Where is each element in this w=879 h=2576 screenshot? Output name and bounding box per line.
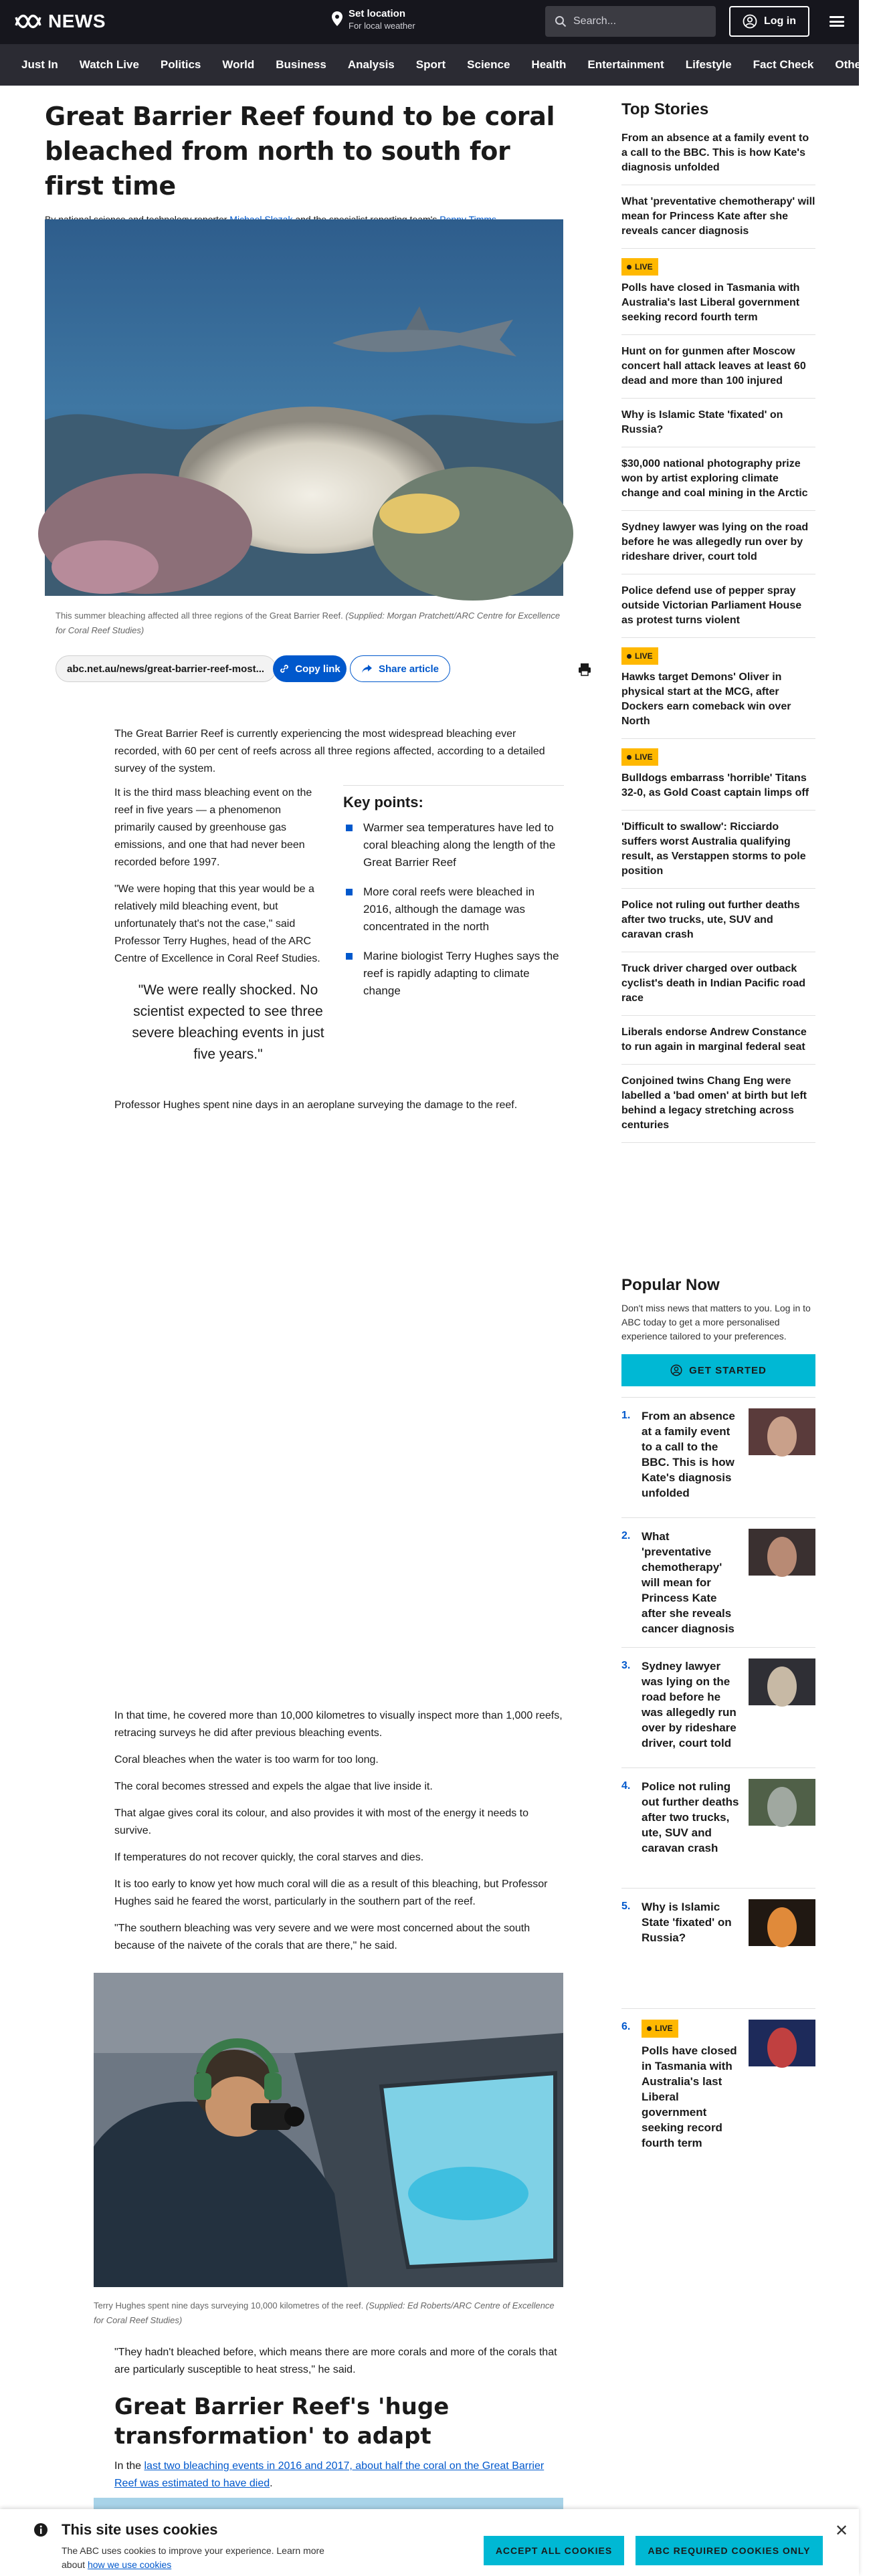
nav-health[interactable]: Health xyxy=(531,58,567,71)
top-story-title: Liberals endorse Andrew Constance to run again in marginal federal seat xyxy=(621,1027,807,1053)
hamburger-menu-icon[interactable] xyxy=(829,14,844,29)
nav-entertainment[interactable]: Entertainment xyxy=(587,58,664,71)
popular-thumbnail xyxy=(749,1779,815,1826)
paragraph-9: If temperatures do not recover quickly, the coral starves and dies. xyxy=(114,1852,424,1863)
paragraph-8: That algae gives coral its colour, and also provides it with most of the energy it needs to survive. xyxy=(114,1808,528,1836)
top-story-title: Truck driver charged over outback cyclist's death in Indian Pacific road race xyxy=(621,963,805,1004)
photo2-caption-text: Terry Hughes spent nine days surveying 10,000 kilometres of the reef. xyxy=(94,2300,364,2311)
share-icon xyxy=(361,663,373,674)
top-story-item[interactable] xyxy=(621,739,815,811)
nav-watch-live[interactable]: Watch Live xyxy=(79,58,139,71)
popular-rank: 3. xyxy=(621,1660,631,1671)
popular-item[interactable] xyxy=(621,2008,815,2161)
required-cookies-only-button[interactable]: ABC REQUIRED COOKIES ONLY xyxy=(636,2536,823,2565)
user-icon xyxy=(743,14,757,29)
top-story-title: 'Difficult to swallow': Ricciardo suffers worst Australia qualifying result, as Verstappen storms to pole position xyxy=(621,821,806,877)
cookie-text: The ABC uses cookies to improve your experience. Learn more about how we use cookies xyxy=(62,2545,324,2570)
nav-business[interactable]: Business xyxy=(276,58,326,71)
top-story-title: $30,000 national photography prize won by artist exploring climate change and coal mining in the Arctic xyxy=(621,458,808,499)
popular-title: Why is Islamic State 'fixated' on Russia? xyxy=(642,1901,732,1944)
paragraph-3: "We were hoping that this year would be a relatively mild bleaching event, but unfortunately that's not the case," said Professor Terry Hughes, head of the ARC Centre of Excellence in Coral Reef Studies. xyxy=(114,883,320,964)
nav-sport[interactable]: Sport xyxy=(415,58,446,71)
top-story-item[interactable] xyxy=(621,249,815,335)
login-button[interactable] xyxy=(729,6,809,37)
paragraph-12: "They hadn't bleached before, which means there are more corals and more of the corals that are particularly susceptible to heat stress," he said. xyxy=(114,2347,557,2375)
article-body-intro xyxy=(114,726,563,778)
top-story-title: Bulldogs embarrass 'horrible' Titans 32-0, as Gold Coast captain limps off xyxy=(621,772,809,798)
cookie-policy-link[interactable]: how we use cookies xyxy=(87,2559,172,2570)
accept-all-cookies-button[interactable]: ACCEPT ALL COOKIES xyxy=(484,2536,624,2565)
top-stories-title: Top Stories xyxy=(621,100,709,118)
top-story-item[interactable] xyxy=(621,185,815,249)
paragraph-5: In that time, he covered more than 10,000 kilometres to visually inspect more than 1,000 reefs, retracing surveys he did after previous bleaching events. xyxy=(114,1710,563,1739)
cookie-title: This site uses cookies xyxy=(62,2521,218,2538)
live-badge: LIVE xyxy=(621,748,658,766)
top-story-title: Police defend use of pepper spray outside Victorian Parliament House as protest turns violent xyxy=(621,585,802,626)
paragraph-2: It is the third mass bleaching event on the reef in five years — a phenomenon primarily caused by greenhouse gas emissions, and one that had never been recorded before 1997. xyxy=(114,787,312,868)
top-stories-sidebar xyxy=(621,100,815,1143)
top-story-title: Why is Islamic State 'fixated' on Russia? xyxy=(621,409,783,435)
paragraph-7: The coral becomes stressed and expels the algae that live inside it. xyxy=(114,1781,433,1792)
popular-thumbnail xyxy=(749,1899,815,1946)
top-bar xyxy=(0,0,859,44)
popular-thumbnail xyxy=(749,1408,815,1455)
paragraph-10: It is too early to know yet how much coral will die as a result of this bleaching, but Professor Hughes said he feared the worst, particularly in the southern part of the reef. xyxy=(114,1879,548,1907)
photo2-caption xyxy=(94,2298,562,2328)
nav-world[interactable]: World xyxy=(222,58,255,71)
hero-caption-text: This summer bleaching affected all three regions of the Great Barrier Reef. xyxy=(56,611,343,621)
popular-now-title: Popular Now xyxy=(621,1276,720,1294)
article-body-para4 xyxy=(114,1097,563,1114)
article-body-middle xyxy=(114,1707,563,1955)
top-story-title: Conjoined twins Chang Eng were labelled a 'bad omen' at birth but left behind a legacy stretching across centuries xyxy=(621,1075,807,1131)
popular-description: Don't miss news that matters to you. Log in to ABC today to get a more personalised experience tailored to your preferences. xyxy=(621,1303,811,1341)
popular-title-block xyxy=(642,1899,742,1945)
hero-credit: (Supplied: Morgan Pratchett/ARC Centre for Excellence for Coral Reef Studies) xyxy=(56,611,561,635)
popular-rank: 6. xyxy=(621,2021,631,2032)
top-story-item[interactable] xyxy=(621,574,815,638)
location-pin-icon xyxy=(331,11,343,27)
top-story-title: Sydney lawyer was lying on the road before he was allegedly run over by rideshare driver, court told xyxy=(621,522,809,562)
share-article-label: Share article xyxy=(378,663,440,675)
article-subheading: Great Barrier Reef's 'huge transformation' to adapt xyxy=(114,2393,450,2450)
nav-fact-check[interactable]: Fact Check xyxy=(753,58,814,71)
nav-politics[interactable]: Politics xyxy=(160,58,201,71)
get-started-label: GET STARTED xyxy=(689,1364,767,1376)
key-points-title: Key points: xyxy=(343,794,423,811)
bleaching-events-link[interactable]: last two bleaching events in 2016 and 2017, about half the coral on the Great Barrier Reef was estimated to have died xyxy=(114,2460,545,2489)
live-badge: LIVE xyxy=(621,258,658,276)
hero-caption xyxy=(56,609,564,638)
popular-item[interactable] xyxy=(621,1647,815,1767)
search-input[interactable] xyxy=(545,6,716,37)
login-label: Log in xyxy=(764,15,796,27)
top-story-item[interactable] xyxy=(621,511,815,574)
nav-other[interactable]: Other xyxy=(835,58,866,71)
top-story-title: From an absence at a family event to a call to the BBC. This is how Kate's diagnosis unfolded xyxy=(621,132,809,173)
popular-rank: 1. xyxy=(621,1410,631,1421)
article-header xyxy=(45,99,563,239)
popular-title: Police not ruling out further deaths after two trucks, ute, SUV and caravan crash xyxy=(642,1780,739,1854)
popular-rank: 5. xyxy=(621,1901,631,1912)
paragraph-1: The Great Barrier Reef is currently experiencing the most widespread bleaching ever recorded, with 60 per cent of reefs across all three regions affected, according to a detailed survey of the system. xyxy=(114,728,545,774)
popular-item[interactable] xyxy=(621,1517,815,1647)
nav-just-in[interactable]: Just In xyxy=(21,58,58,71)
popular-title: Sydney lawyer was lying on the road before he was allegedly run over by rideshare driver, court told xyxy=(642,1660,737,1749)
top-story-item[interactable] xyxy=(621,1065,815,1143)
cookie-banner xyxy=(0,2509,859,2576)
popular-thumbnail xyxy=(749,2020,815,2066)
popular-item[interactable] xyxy=(621,1888,815,2008)
print-icon[interactable] xyxy=(577,662,592,677)
location-title: Set location xyxy=(349,8,406,19)
paragraph-6: Coral bleaches when the water is too warm for too long. xyxy=(114,1754,379,1765)
abc-logo-icon xyxy=(13,11,43,32)
location-subtitle: For local weather xyxy=(349,21,415,31)
popular-rank: 2. xyxy=(621,1530,631,1541)
popular-title-block xyxy=(642,1658,742,1751)
set-location[interactable] xyxy=(331,8,415,31)
top-story-item[interactable] xyxy=(621,811,815,889)
hero-image xyxy=(45,219,563,596)
key-points-box xyxy=(343,785,564,1012)
user-icon xyxy=(670,1364,682,1376)
popular-item[interactable] xyxy=(621,1767,815,1888)
top-story-title: Polls have closed in Tasmania with Australia's last Liberal government seeking record fourth term xyxy=(621,282,800,323)
close-icon[interactable]: ✕ xyxy=(835,2522,849,2540)
top-story-item[interactable] xyxy=(621,952,815,1016)
popular-title-block xyxy=(642,1408,742,1501)
popular-thumbnail xyxy=(749,1529,815,1576)
key-point: Marine biologist Terry Hughes says the reef is rapidly adapting to climate change xyxy=(343,948,564,1000)
share-article-button[interactable] xyxy=(350,655,450,682)
popular-title: From an absence at a family event to a call to the BBC. This is how Kate's diagnosis unfolded xyxy=(642,1410,735,1499)
get-started-button[interactable] xyxy=(621,1354,815,1386)
top-story-item[interactable] xyxy=(621,1016,815,1065)
top-story-item[interactable] xyxy=(621,335,815,399)
nav-science[interactable]: Science xyxy=(467,58,510,71)
article-body-para12 xyxy=(114,2344,563,2379)
live-badge: LIVE xyxy=(621,647,658,665)
copy-link-label: Copy link xyxy=(295,663,340,675)
top-story-item[interactable] xyxy=(621,131,815,185)
popular-now-section xyxy=(621,1276,815,2161)
nav-lifestyle[interactable]: Lifestyle xyxy=(685,58,732,71)
top-story-item[interactable] xyxy=(621,889,815,952)
photo2-credit: (Supplied: Ed Roberts/ARC Centre of Excellence for Coral Reef Studies) xyxy=(94,2300,555,2325)
paragraph-11: "The southern bleaching was very severe and we were most concerned about the south because of the naivete of the corals that are there," he said. xyxy=(114,1923,530,1951)
main-nav xyxy=(0,44,866,86)
key-point: Warmer sea temperatures have led to coral bleaching along the length of the Great Barrier Reef xyxy=(343,819,564,871)
share-bar xyxy=(56,654,597,683)
logo-text: NEWS xyxy=(48,11,106,31)
top-story-title: Hawks target Demons' Oliver in physical start at the MCG, after Dockers earn comeback win over North xyxy=(621,671,791,727)
copy-link-button[interactable] xyxy=(273,655,347,682)
popular-rank: 4. xyxy=(621,1780,631,1792)
abc-news-logo[interactable] xyxy=(13,11,106,32)
live-badge: LIVE xyxy=(642,2020,678,2038)
popular-item[interactable] xyxy=(621,1397,815,1517)
info-icon xyxy=(33,2523,48,2537)
top-story-item[interactable] xyxy=(621,638,815,739)
article-body-left xyxy=(114,784,322,968)
key-point: More coral reefs were bleached in 2016, although the damage was concentrated in the north xyxy=(343,883,564,936)
popular-title-block xyxy=(642,1779,742,1856)
popular-thumbnail xyxy=(749,1658,815,1705)
popular-title: Polls have closed in Tasmania with Australia's last Liberal government seeking record fourth term xyxy=(642,2044,737,2149)
top-story-title: What 'preventative chemotherapy' will mean for Princess Kate after she reveals cancer diagnosis xyxy=(621,196,815,237)
search-icon xyxy=(555,15,567,27)
search-placeholder: Search... xyxy=(573,15,617,27)
top-story-title: Hunt on for gunmen after Moscow concert hall attack leaves at least 60 dead and more than 100 injured xyxy=(621,346,806,387)
paragraph-4: Professor Hughes spent nine days in an aeroplane surveying the damage to the reef. xyxy=(114,1099,518,1111)
top-story-item[interactable] xyxy=(621,447,815,511)
top-story-item[interactable] xyxy=(621,399,815,447)
pull-quote: "We were really shocked. No scientist expected to see three severe bleaching events in just five years." xyxy=(132,982,324,1062)
popular-title-block xyxy=(642,1529,742,1636)
share-url-field[interactable]: abc.net.au/news/great-barrier-reef-most... xyxy=(56,655,276,682)
paragraph-13: In the last two bleaching events in 2016 and 2017, about half the coral on the Great Barrier Reef was estimated to have died. xyxy=(114,2460,545,2489)
link-icon xyxy=(279,663,290,674)
popular-title-block xyxy=(642,2020,742,2151)
nav-analysis[interactable]: Analysis xyxy=(347,58,395,71)
popular-title: What 'preventative chemotherapy' will mean for Princess Kate after she reveals cancer diagnosis xyxy=(642,1530,735,1635)
article-headline: Great Barrier Reef found to be coral bleached from north to south for first time xyxy=(45,102,555,201)
top-story-title: Police not ruling out further deaths after two trucks, ute, SUV and caravan crash xyxy=(621,899,800,940)
aerial-survey-photo xyxy=(94,1973,563,2287)
